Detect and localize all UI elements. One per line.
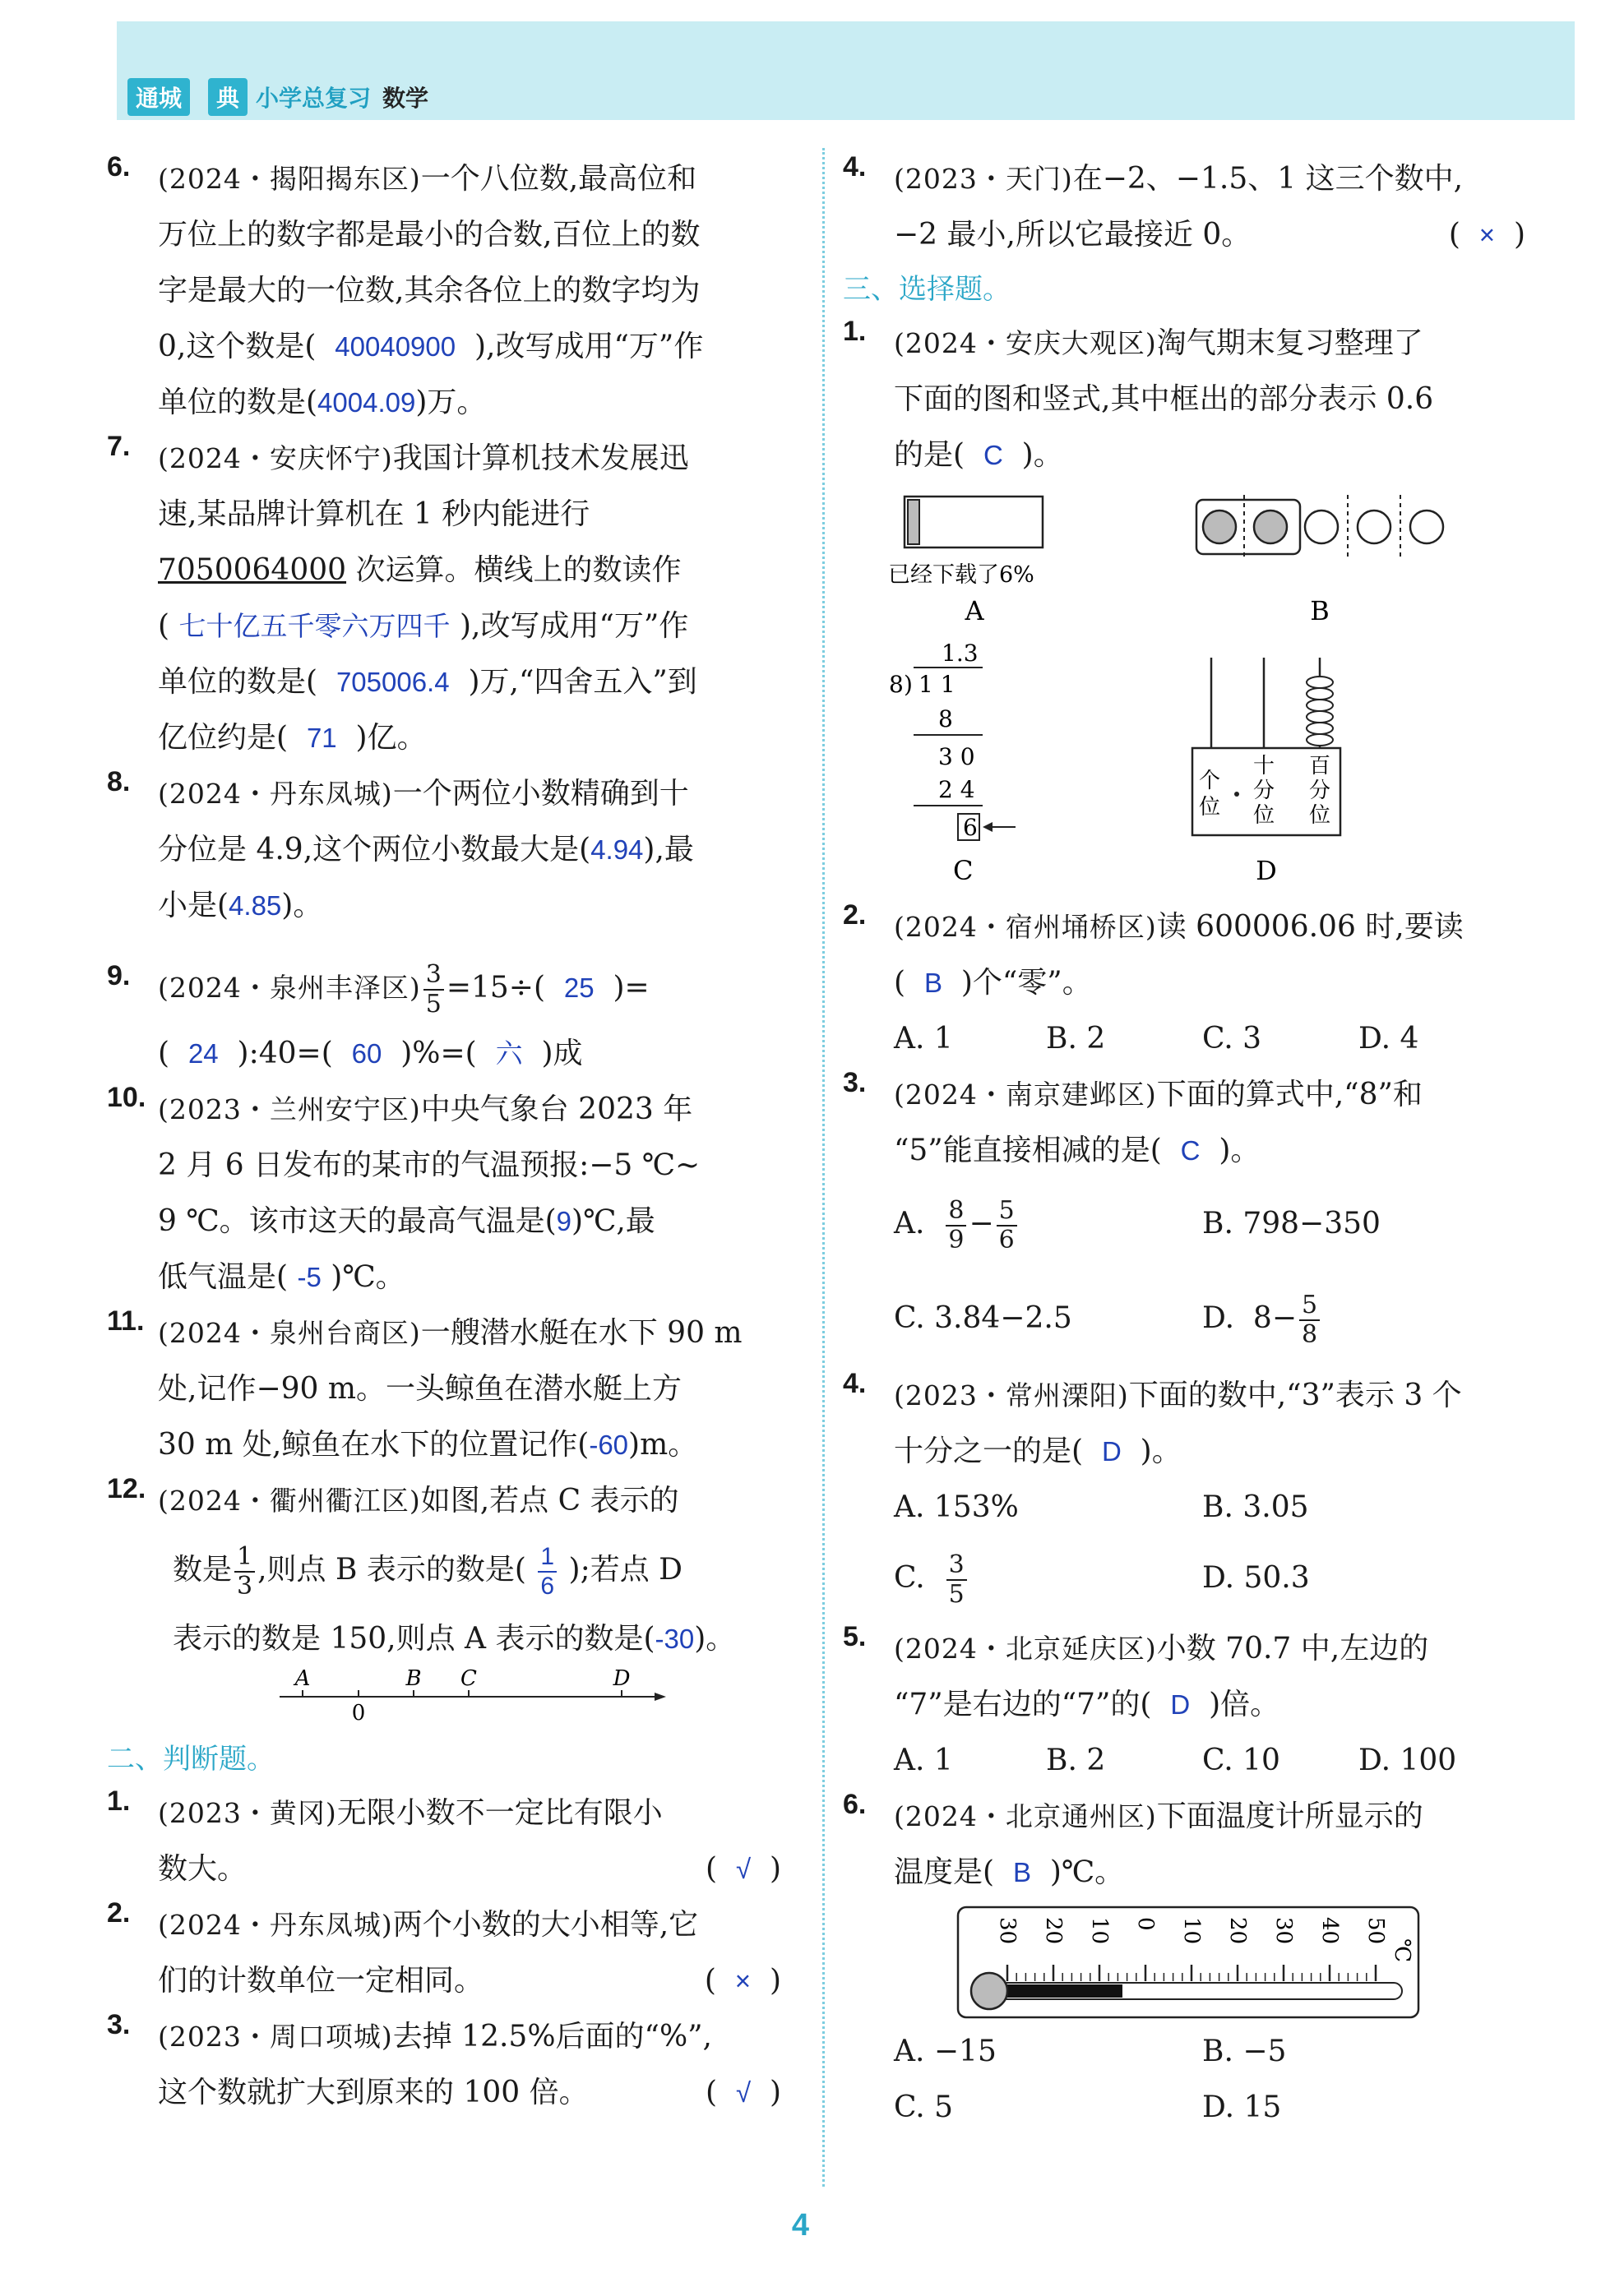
question-number: 6. bbox=[107, 151, 131, 182]
question-text: 如图,若点 C 表示的 bbox=[420, 1484, 679, 1518]
abacus-bead bbox=[1307, 688, 1333, 700]
figure-label-d: D bbox=[1256, 855, 1277, 886]
question-text: )。 bbox=[694, 1622, 736, 1656]
answer-bracket: ( × ) bbox=[1448, 218, 1525, 252]
label-char: 分 bbox=[1308, 778, 1331, 803]
header-brand bbox=[127, 79, 428, 115]
question-text: “7”是右边的“7”的( bbox=[894, 1688, 1152, 1721]
question-source: (2024・丹东凤城) bbox=[158, 778, 393, 810]
fill-question-12 bbox=[107, 1473, 781, 1733]
option-b[interactable]: B. 3.05 bbox=[1202, 1490, 1309, 1524]
choice-question-3 bbox=[843, 1067, 1525, 1368]
fill-question-6 bbox=[107, 151, 781, 431]
tick-label: 10 bbox=[1179, 1917, 1204, 1945]
question-source: (2023・黄冈) bbox=[158, 1797, 337, 1829]
answer-bracket: ( √ ) bbox=[706, 2076, 781, 2109]
question-text: 下面温度计所显示的 bbox=[1156, 1799, 1423, 1833]
zero-label: 0 bbox=[351, 1701, 366, 1725]
choice-question-1 bbox=[843, 316, 1525, 899]
question-text: 淘气期末复习整理了 bbox=[1156, 326, 1423, 360]
fraction-denominator: 6 bbox=[998, 1226, 1015, 1254]
answer-mark: × bbox=[1478, 219, 1496, 250]
question-text: ,则点 B 表示的数是( bbox=[257, 1553, 526, 1587]
question-source: (2024・丹东凤城) bbox=[158, 1909, 393, 1941]
division-step: 2 4 bbox=[938, 776, 975, 803]
question-text: 单位的数是( bbox=[158, 386, 318, 419]
answer-mark: √ bbox=[735, 1854, 752, 1884]
question-source: (2024・南京建邺区) bbox=[894, 1079, 1157, 1111]
shaded-circle bbox=[1203, 510, 1236, 543]
unit-label: ℃ bbox=[1390, 1938, 1414, 1963]
question-number: 7. bbox=[107, 431, 131, 462]
option-d[interactable]: D. 4 bbox=[1358, 1022, 1419, 1056]
question-text: 在−2、−1.5、1 这三个数中, bbox=[1072, 162, 1464, 196]
abacus-label-hundredths bbox=[1309, 754, 1330, 828]
question-text: 9 ℃。该市这天的最高气温是( bbox=[158, 1204, 557, 1238]
abacus-bead bbox=[1307, 677, 1333, 688]
answer-text: 60 bbox=[351, 1038, 382, 1069]
question-text: 下面的数中,“3”表示 3 个 bbox=[1128, 1379, 1462, 1412]
option-c[interactable]: C. 3 bbox=[1202, 1022, 1262, 1056]
fraction-denominator: 3 bbox=[237, 1572, 253, 1601]
question-text: 30 m 处,鲸鱼在水下的位置记作( bbox=[158, 1428, 590, 1462]
fraction-numerator: 1 bbox=[538, 1543, 557, 1573]
option-label: D. bbox=[1202, 1301, 1235, 1335]
question-text: 中央气象台 2023 年 bbox=[420, 1093, 693, 1126]
section-heading-judge: 二、判断题。 bbox=[107, 1743, 275, 1776]
question-number: 12. bbox=[107, 1473, 146, 1504]
question-source: (2024・安庆大观区) bbox=[894, 327, 1157, 359]
figure-a-progress bbox=[888, 497, 1043, 626]
option-b[interactable]: B. 798−350 bbox=[1202, 1207, 1381, 1240]
tick-label: 0 bbox=[1133, 1917, 1158, 1931]
label-char: 位 bbox=[1252, 803, 1275, 828]
right-column bbox=[843, 151, 1525, 2136]
question-text: ( bbox=[158, 609, 170, 643]
judge-question-4 bbox=[843, 151, 1525, 263]
answer-text: 六 bbox=[495, 1038, 523, 1069]
question-text: 次运算。横线上的数读作 bbox=[346, 553, 682, 587]
division-remainder: 6 bbox=[963, 814, 978, 841]
abacus-bead bbox=[1307, 723, 1333, 734]
option-d[interactable] bbox=[1202, 1269, 1322, 1368]
abacus-bead bbox=[1307, 711, 1333, 723]
question-text: ):40=( bbox=[237, 1037, 333, 1070]
division-bracket: ) bbox=[904, 671, 913, 698]
number-line-arrow bbox=[655, 1693, 666, 1701]
question-source: (2024・衢州衢江区) bbox=[158, 1485, 421, 1517]
question-text: 亿位约是( bbox=[158, 721, 289, 755]
question-source: (2024・宿州埇桥区) bbox=[894, 911, 1157, 943]
question-text: 数是 bbox=[173, 1553, 233, 1587]
question-text: 一个两位小数精确到十 bbox=[392, 777, 689, 811]
judge-question-2 bbox=[107, 1897, 781, 2009]
question-text: 2 月 6 日发布的某市的气温预报:−5 ℃~ bbox=[158, 1148, 701, 1182]
fill-question-11 bbox=[107, 1305, 781, 1473]
figure-d-abacus bbox=[1192, 658, 1340, 886]
division-quotient: 1.3 bbox=[942, 640, 979, 667]
question-text: 处,记作−90 m。一头鲸鱼在潜水艇上方 bbox=[158, 1372, 682, 1406]
question-text: )。 bbox=[281, 889, 323, 922]
empty-circle bbox=[1358, 510, 1390, 543]
option-text: 8− bbox=[1252, 1301, 1297, 1335]
question-source: (2024・揭阳揭东区) bbox=[158, 163, 421, 195]
question-text: ( bbox=[158, 1037, 170, 1070]
answer-text: 4.85 bbox=[229, 890, 282, 921]
question-text: 这个数就扩大到原来的 100 倍。 bbox=[158, 2076, 589, 2109]
figure-c-division bbox=[889, 640, 1016, 886]
answer-text: D bbox=[1170, 1689, 1191, 1720]
question-text: )℃,最 bbox=[571, 1204, 655, 1238]
empty-circle bbox=[1305, 510, 1338, 543]
question-text: )m。 bbox=[628, 1428, 698, 1462]
option-c[interactable]: C. 10 bbox=[1202, 1744, 1280, 1777]
answer-text: 24 bbox=[187, 1038, 219, 1069]
tick-label: 50 bbox=[1363, 1917, 1388, 1945]
question-text: )。 bbox=[1021, 438, 1063, 472]
question-text: )%=( bbox=[400, 1037, 477, 1070]
fraction-numerator: 3 bbox=[423, 961, 444, 991]
label-char: 十 bbox=[1252, 754, 1275, 778]
question-text: 速,某品牌计算机在 1 秒内能进行 bbox=[158, 497, 590, 531]
option-a[interactable]: A. −15 bbox=[894, 2035, 997, 2068]
pointer-arrow-icon bbox=[983, 822, 993, 832]
figure-label-a: A bbox=[965, 595, 984, 626]
division-step: 3 0 bbox=[938, 743, 975, 770]
section-heading-choice: 三、选择题。 bbox=[843, 273, 1011, 306]
question-text: 数大。 bbox=[158, 1852, 248, 1886]
question-text: 们的计数单位一定相同。 bbox=[158, 1964, 484, 1998]
fraction bbox=[946, 1551, 967, 1610]
judge-question-1 bbox=[107, 1786, 781, 1897]
question-text: 无限小数不一定比有限小 bbox=[336, 1796, 663, 1830]
fraction bbox=[423, 961, 444, 1019]
answer-text: 9 bbox=[556, 1206, 572, 1236]
fill-question-8 bbox=[107, 766, 781, 934]
question-source: (2023・兰州安宁区) bbox=[158, 1093, 421, 1125]
question-number: 3. bbox=[107, 2009, 131, 2040]
answer-text: 71 bbox=[306, 723, 337, 753]
question-text: ),最 bbox=[643, 833, 694, 866]
question-text: 下面的图和竖式,其中框出的部分表示 0.6 bbox=[894, 382, 1434, 416]
choice-question-4 bbox=[843, 1368, 1525, 1621]
question-text: )亿。 bbox=[355, 721, 427, 755]
question-text: )。 bbox=[1219, 1134, 1261, 1167]
question-text: )万,“四舍五入”到 bbox=[468, 665, 697, 699]
figure-b-circles bbox=[1196, 495, 1443, 626]
abacus-bead bbox=[1307, 700, 1333, 711]
question-text: 去掉 12.5%后面的“%”, bbox=[392, 2020, 713, 2053]
question-text: )℃。 bbox=[331, 1260, 405, 1294]
question-number: 2. bbox=[107, 1897, 131, 1929]
question-number: 6. bbox=[843, 1789, 867, 1820]
abacus-beads bbox=[1307, 677, 1333, 746]
answer-text: 705006.4 bbox=[335, 667, 450, 697]
question-number: 1. bbox=[843, 316, 867, 347]
fraction-numerator: 5 bbox=[997, 1197, 1017, 1227]
question-text: )= bbox=[613, 971, 650, 1005]
question-source: (2024・安庆怀宁) bbox=[158, 442, 393, 474]
question-text: 小是( bbox=[158, 889, 229, 922]
judge-question-3 bbox=[107, 2009, 781, 2121]
question-number: 8. bbox=[107, 766, 131, 797]
fraction-numerator: 1 bbox=[234, 1543, 255, 1573]
question-text: 两个小数的大小相等,它 bbox=[392, 1908, 699, 1942]
answer-text: 25 bbox=[563, 972, 595, 1003]
question-number: 2. bbox=[843, 899, 867, 931]
label-char: 位 bbox=[1308, 803, 1331, 828]
question-text: 分位是 4.9,这个两位小数最大是( bbox=[158, 833, 591, 866]
question-text: “5”能直接相减的是( bbox=[894, 1134, 1162, 1167]
choice-question-5 bbox=[843, 1621, 1525, 1789]
question-text: 一个八位数,最高位和 bbox=[420, 162, 697, 196]
thermometer-bulb bbox=[971, 1973, 1007, 2009]
operator: − bbox=[969, 1207, 994, 1240]
question-source: (2024・北京通州区) bbox=[894, 1800, 1157, 1832]
answer-text: B bbox=[1012, 1857, 1031, 1887]
option-c[interactable]: C. 5 bbox=[894, 2090, 954, 2124]
question-text: 读 600006.06 时,要读 bbox=[1156, 910, 1464, 944]
question-text: )万。 bbox=[415, 386, 487, 419]
tick-label: 10 bbox=[1087, 1917, 1112, 1945]
fraction bbox=[234, 1543, 255, 1601]
question-text: 一艘潜水艇在水下 90 m bbox=[420, 1316, 743, 1350]
choice-question-6 bbox=[843, 1789, 1525, 2136]
question-number: 10. bbox=[107, 1082, 146, 1113]
option-a[interactable]: A. 153% bbox=[894, 1490, 1019, 1524]
question-text: 表示的数是 150,则点 A 表示的数是( bbox=[173, 1622, 655, 1656]
answer-text: C bbox=[983, 440, 1003, 470]
label-char: 分 bbox=[1252, 778, 1275, 803]
fraction-denominator: 6 bbox=[540, 1573, 555, 1600]
choice-question-2 bbox=[843, 899, 1525, 1067]
answer-text: 4004.09 bbox=[317, 387, 416, 418]
progress-caption: 已经下载了6% bbox=[888, 562, 1034, 588]
division-divisor: 8 bbox=[889, 671, 904, 698]
tick-label: 30 bbox=[1271, 1917, 1296, 1945]
question-source: (2024・泉州台商区) bbox=[158, 1317, 421, 1349]
fraction-numerator: 3 bbox=[946, 1551, 967, 1582]
book-subject: 数学 bbox=[382, 85, 429, 112]
brand-logo-a: 通城 bbox=[127, 78, 190, 116]
fill-question-10 bbox=[107, 1082, 781, 1305]
answer-mark: √ bbox=[735, 2077, 752, 2108]
book-title: 小学总复习 bbox=[256, 85, 372, 112]
answer-text: 40040900 bbox=[335, 331, 456, 362]
progress-bar-fill bbox=[908, 500, 919, 544]
shaded-circle bbox=[1254, 510, 1287, 543]
label-char: 百 bbox=[1308, 754, 1331, 778]
option-label: A. bbox=[894, 1207, 925, 1240]
choice-1-figures bbox=[843, 488, 1525, 899]
answer-bracket: ( × ) bbox=[704, 1964, 781, 1998]
option-d[interactable]: D. 50.3 bbox=[1202, 1561, 1310, 1595]
question-number: 4. bbox=[843, 151, 867, 182]
question-text: )℃。 bbox=[1049, 1855, 1125, 1889]
option-label: C. bbox=[894, 1561, 925, 1595]
figure-label-b: B bbox=[1310, 595, 1330, 626]
division-dividend: 1 1 bbox=[918, 671, 956, 698]
question-source: (2023・常州溧阳) bbox=[894, 1379, 1129, 1411]
answer-text: B bbox=[923, 968, 942, 998]
option-c[interactable] bbox=[894, 1536, 1202, 1621]
thermometer-figure bbox=[843, 1901, 1525, 2024]
question-number: 9. bbox=[107, 960, 131, 991]
option-b[interactable]: B. 2 bbox=[1046, 1022, 1106, 1056]
question-text: 字是最大的一位数,其余各位上的数字均为 bbox=[158, 274, 701, 307]
question-text: )倍。 bbox=[1209, 1688, 1280, 1721]
answer-text: D bbox=[1101, 1436, 1122, 1467]
question-text: 单位的数是( bbox=[158, 665, 318, 699]
answer-text: 4.94 bbox=[590, 834, 644, 865]
question-text: 下面的算式中,“8”和 bbox=[1156, 1078, 1423, 1111]
question-number: 1. bbox=[107, 1786, 131, 1817]
point-label-a: A bbox=[294, 1667, 311, 1691]
tick-label: 20 bbox=[1041, 1917, 1066, 1945]
option-a[interactable]: A. 1 bbox=[894, 1022, 953, 1056]
fraction-denominator: 5 bbox=[948, 1580, 965, 1609]
empty-circle bbox=[1410, 510, 1443, 543]
fraction bbox=[946, 1197, 966, 1255]
abacus-label-tenths bbox=[1253, 754, 1275, 828]
answer-fraction bbox=[538, 1543, 557, 1601]
question-number: 4. bbox=[843, 1368, 867, 1399]
option-a[interactable]: A. 1 bbox=[894, 1744, 953, 1777]
answer-text: -5 bbox=[297, 1262, 322, 1292]
question-number: 3. bbox=[843, 1067, 867, 1098]
brand-logo-b: 典 bbox=[208, 78, 248, 116]
question-source: (2024・北京延庆区) bbox=[894, 1633, 1157, 1665]
question-text: ( bbox=[894, 966, 906, 1000]
question-text: 低气温是( bbox=[158, 1260, 289, 1294]
thermometer-mercury bbox=[989, 1984, 1122, 1998]
tick-label: 30 bbox=[995, 1917, 1020, 1945]
question-text: 0,这个数是( bbox=[158, 330, 317, 363]
column-divider bbox=[822, 148, 825, 2187]
fraction-denominator: 9 bbox=[948, 1226, 965, 1254]
number-line-figure bbox=[107, 1667, 781, 1733]
fraction bbox=[997, 1197, 1017, 1255]
answer-bracket: ( √ ) bbox=[706, 1852, 781, 1886]
question-source: (2023・天门) bbox=[894, 163, 1073, 195]
option-a[interactable] bbox=[894, 1179, 1202, 1269]
option-d[interactable]: D. 100 bbox=[1358, 1744, 1457, 1777]
question-text: )个“零”。 bbox=[960, 966, 1092, 1000]
question-text: =15÷( bbox=[446, 971, 546, 1005]
question-number: 11. bbox=[107, 1305, 145, 1337]
fraction-denominator: 5 bbox=[425, 990, 442, 1019]
question-text: )成 bbox=[541, 1037, 583, 1070]
question-text: ),改写成用“万”作 bbox=[474, 330, 704, 363]
abacus-bead bbox=[1307, 734, 1333, 746]
fraction-numerator: 8 bbox=[946, 1197, 966, 1227]
answer-text: -30 bbox=[655, 1624, 695, 1654]
page-number: 4 bbox=[791, 2208, 810, 2243]
tick-label: 40 bbox=[1317, 1917, 1342, 1945]
answer-text: -60 bbox=[589, 1430, 629, 1460]
question-text: 我国计算机技术发展迅 bbox=[392, 441, 689, 475]
question-text: 温度是( bbox=[894, 1855, 995, 1889]
fill-question-9 bbox=[107, 950, 781, 1082]
question-text: 的是( bbox=[894, 438, 965, 472]
option-b[interactable]: B. 2 bbox=[1046, 1744, 1106, 1777]
question-source: (2023・周口项城) bbox=[158, 2021, 393, 2053]
option-b[interactable]: B. −5 bbox=[1202, 2035, 1287, 2068]
label-char: 个 bbox=[1198, 769, 1221, 793]
fraction-numerator: 5 bbox=[1299, 1291, 1320, 1322]
question-number: 5. bbox=[843, 1621, 867, 1652]
figure-label-c: C bbox=[953, 855, 974, 886]
point-label-d: D bbox=[613, 1667, 631, 1691]
answer-text: C bbox=[1180, 1135, 1201, 1166]
point-label-c: C bbox=[460, 1667, 477, 1691]
option-c[interactable]: C. 3.84−2.5 bbox=[894, 1301, 1072, 1335]
answer-text: 七十亿五千零六万四千 bbox=[178, 611, 451, 641]
left-column bbox=[107, 151, 781, 2121]
question-text: ),改写成用“万”作 bbox=[459, 609, 689, 643]
decimal-point bbox=[1234, 792, 1239, 797]
tick-label: 20 bbox=[1225, 1917, 1250, 1945]
fill-question-7 bbox=[107, 431, 781, 766]
point-label-b: B bbox=[405, 1667, 422, 1691]
division-step: 8 bbox=[938, 705, 953, 732]
fraction bbox=[1299, 1291, 1320, 1350]
underlined-number: 7050064000 bbox=[158, 553, 347, 587]
question-text: 小数 70.7 中,左边的 bbox=[1156, 1632, 1429, 1665]
question-text: )。 bbox=[1140, 1434, 1182, 1468]
fraction-denominator: 8 bbox=[1302, 1320, 1318, 1349]
question-text: −2 最小,所以它最接近 0。 bbox=[894, 218, 1252, 252]
answer-mark: × bbox=[734, 1966, 752, 1996]
option-d[interactable]: D. 15 bbox=[1202, 2090, 1282, 2124]
question-source: (2024・泉州丰泽区) bbox=[158, 972, 421, 1004]
question-text: 万位上的数字都是最小的合数,百位上的数 bbox=[158, 218, 701, 252]
question-text: );若点 D bbox=[568, 1553, 683, 1587]
question-text: 十分之一的是( bbox=[894, 1434, 1084, 1468]
progress-bar-outline bbox=[905, 497, 1043, 547]
label-char: 位 bbox=[1198, 795, 1221, 820]
